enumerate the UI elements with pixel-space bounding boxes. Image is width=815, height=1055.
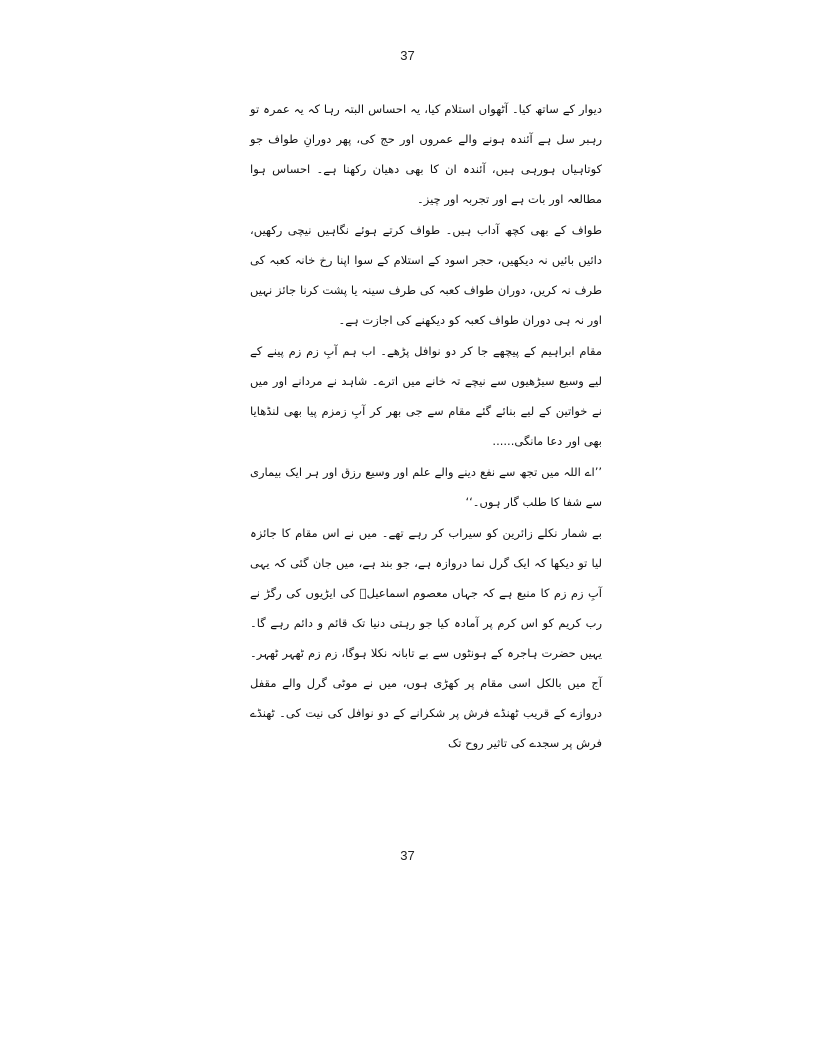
paragraph-2: طواف کے بھی کچھ آداب ہیں۔ طواف کرتے ہوئے نگاہیں نیچی رکھیں، دائیں بائیں نہ دیکھیں، حجر اسود کے استلام کے سوا اپنا رخ خانہ کعبہ کی طرف نہ کریں، دوران طواف کعبہ کی طرف سینہ یا پشت کرنا جائز نہیں اور نہ ہی دوران طواف کعبہ کو دیکھنے کی اجازت ہے۔ (250, 223, 602, 327)
page-body (250, 94, 602, 758)
paragraph-5: بے شمار نکلے زائرین کو سیراب کر رہے تھے۔ میں نے اس مقام کا جائزہ لیا تو دیکھا کہ ایک گرل نما دروازہ ہے، جو بند ہے، میں جان گئی کہ یہی آبِ زم زم کا منبع ہے کہ جہاں معصوم اسماعیلؑ کی ایڑیوں کی رگڑ نے رب کریم کو اس کرم پر آمادہ کیا جو رہتی دنیا تک قائم و دائم رہے گا۔ یہیں حضرت ہاجرہ کے ہونٹوں سے بے تابانہ نکلا ہوگا، زم زم ٹھہر ٹھہر۔ آج میں بالکل اسی مقام پر کھڑی ہوں، میں نے موٹی گرل والے مقفل دروازے کے قریب ٹھنڈے فرش پر شکرانے کے دو نوافل کی نیت کی۔ ٹھنڈے فرش پر سجدے کی تاثیر روح تک (250, 526, 602, 750)
paragraph-1: دیوار کے ساتھ کیا۔ آٹھواں استلام کیا، یہ احساس البتہ رہا کہ یہ عمرہ تو رہبر سل ہے آئندہ ہونے والے عمروں اور حج کی، پھر دورانِ طواف جو کوتاہیاں ہورہی ہیں، آئندہ ان کا بھی دھیان رکھنا ہے۔ احساس ہوا مطالعہ اور بات ہے اور تجربہ اور چیز۔ (250, 102, 602, 206)
paragraph-3: مقام ابراہیم کے پیچھے جا کر دو نوافل پڑھے۔ اب ہم آبِ زم زم پینے کے لیے وسیع سیڑھیوں سے نیچے تہ خانے میں اترے۔ شاہد نے مردانے اور میں نے خواتین کے لیے بنائے گئے مقام سے جی بھر کر آبِ زمزم پیا بھی لنڈھایا بھی اور دعا مانگی...... (250, 344, 602, 448)
page-number-bottom: 37 (400, 848, 415, 863)
paragraph-4-prayer: ’’اے اللہ میں تجھ سے نفع دینے والے علم اور وسیع رزق اور ہر ایک بیماری سے شفا کا طلب گار ہوں۔‘‘ (250, 465, 602, 509)
page-number-top: 37 (400, 48, 415, 63)
